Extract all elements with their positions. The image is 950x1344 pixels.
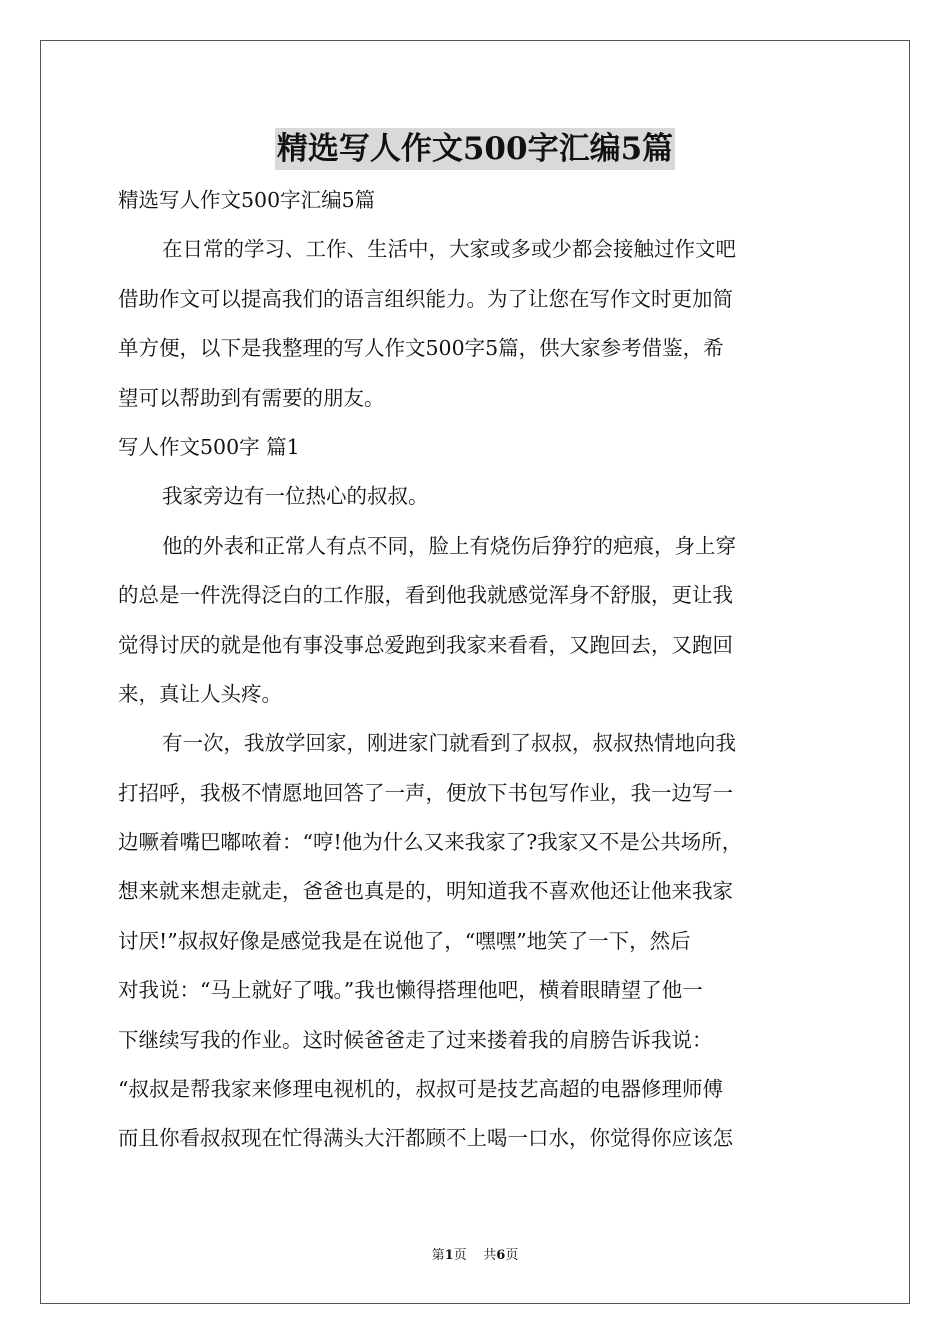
text-line: 有一次，我放学回家，刚进家门就看到了叔叔，叔叔热情地向我 <box>162 731 736 756</box>
text-line: 下继续写我的作业。这时候爸爸走了过来搂着我的肩膀告诉我说： <box>118 1027 713 1052</box>
total-prefix: 共 <box>483 1248 497 1263</box>
text-line: “叔叔是帮我家来修理电视机的，叔叔可是技艺高超的电器修理师傅 <box>118 1077 723 1102</box>
page-footer <box>0 1248 950 1264</box>
text-line: 来，真让人头疼。 <box>118 681 282 706</box>
text-line: 精选写人作文500字汇编5篇 <box>118 188 376 212</box>
title-container <box>0 128 950 170</box>
text-line: 讨厌!”叔叔好像是感觉我是在说他了，“嘿嘿”地笑了一下，然后 <box>118 928 691 953</box>
page-prefix: 第 <box>431 1248 445 1263</box>
document-body <box>118 180 838 1168</box>
text-line: 写人作文500字 篇1 <box>118 434 300 459</box>
text-line: 的总是一件洗得泛白的工作服，看到他我就感觉浑身不舒服，更让我 <box>118 583 733 608</box>
total-suffix: 页 <box>505 1248 519 1263</box>
text-line: 单方便，以下是我整理的写人作文500字5篇，供大家参考借鉴，希 <box>118 336 724 361</box>
text-line: 而且你看叔叔现在忙得满头大汗都顾不上喝一口水，你觉得你应该怎 <box>118 1126 733 1151</box>
page-total: 6 <box>496 1248 506 1263</box>
text-line: 在日常的学习、工作、生活中，大家或多或少都会接触过作文吧 <box>162 237 736 262</box>
text-line: 他的外表和正常人有点不同，脸上有烧伤后狰狞的疤痕，身上穿 <box>162 533 736 558</box>
document-title: 精选写人作文500字汇编5篇 <box>275 128 675 170</box>
page-current: 1 <box>444 1248 454 1263</box>
page-suffix: 页 <box>453 1248 467 1263</box>
text-line: 我家旁边有一位热心的叔叔。 <box>162 484 429 509</box>
text-line: 借助作文可以提高我们的语言组织能力。为了让您在写作文时更加简 <box>118 286 733 311</box>
text-line: 边噘着嘴巴嘟哝着：“哼!他为什么又来我家了?我家又不是公共场所， <box>118 830 743 855</box>
text-line: 觉得讨厌的就是他有事没事总爱跑到我家来看看，又跑回去，又跑回 <box>118 632 733 657</box>
text-line: 打招呼，我极不情愿地回答了一声，便放下书包写作业，我一边写一 <box>118 780 733 805</box>
text-line: 望可以帮助到有需要的朋友。 <box>118 385 385 410</box>
text-line: 想来就来想走就走，爸爸也真是的，明知道我不喜欢他还让他来我家 <box>118 879 733 904</box>
text-line: 对我说：“马上就好了哦。”我也懒得搭理他吧，横着眼睛望了他一 <box>118 978 703 1003</box>
